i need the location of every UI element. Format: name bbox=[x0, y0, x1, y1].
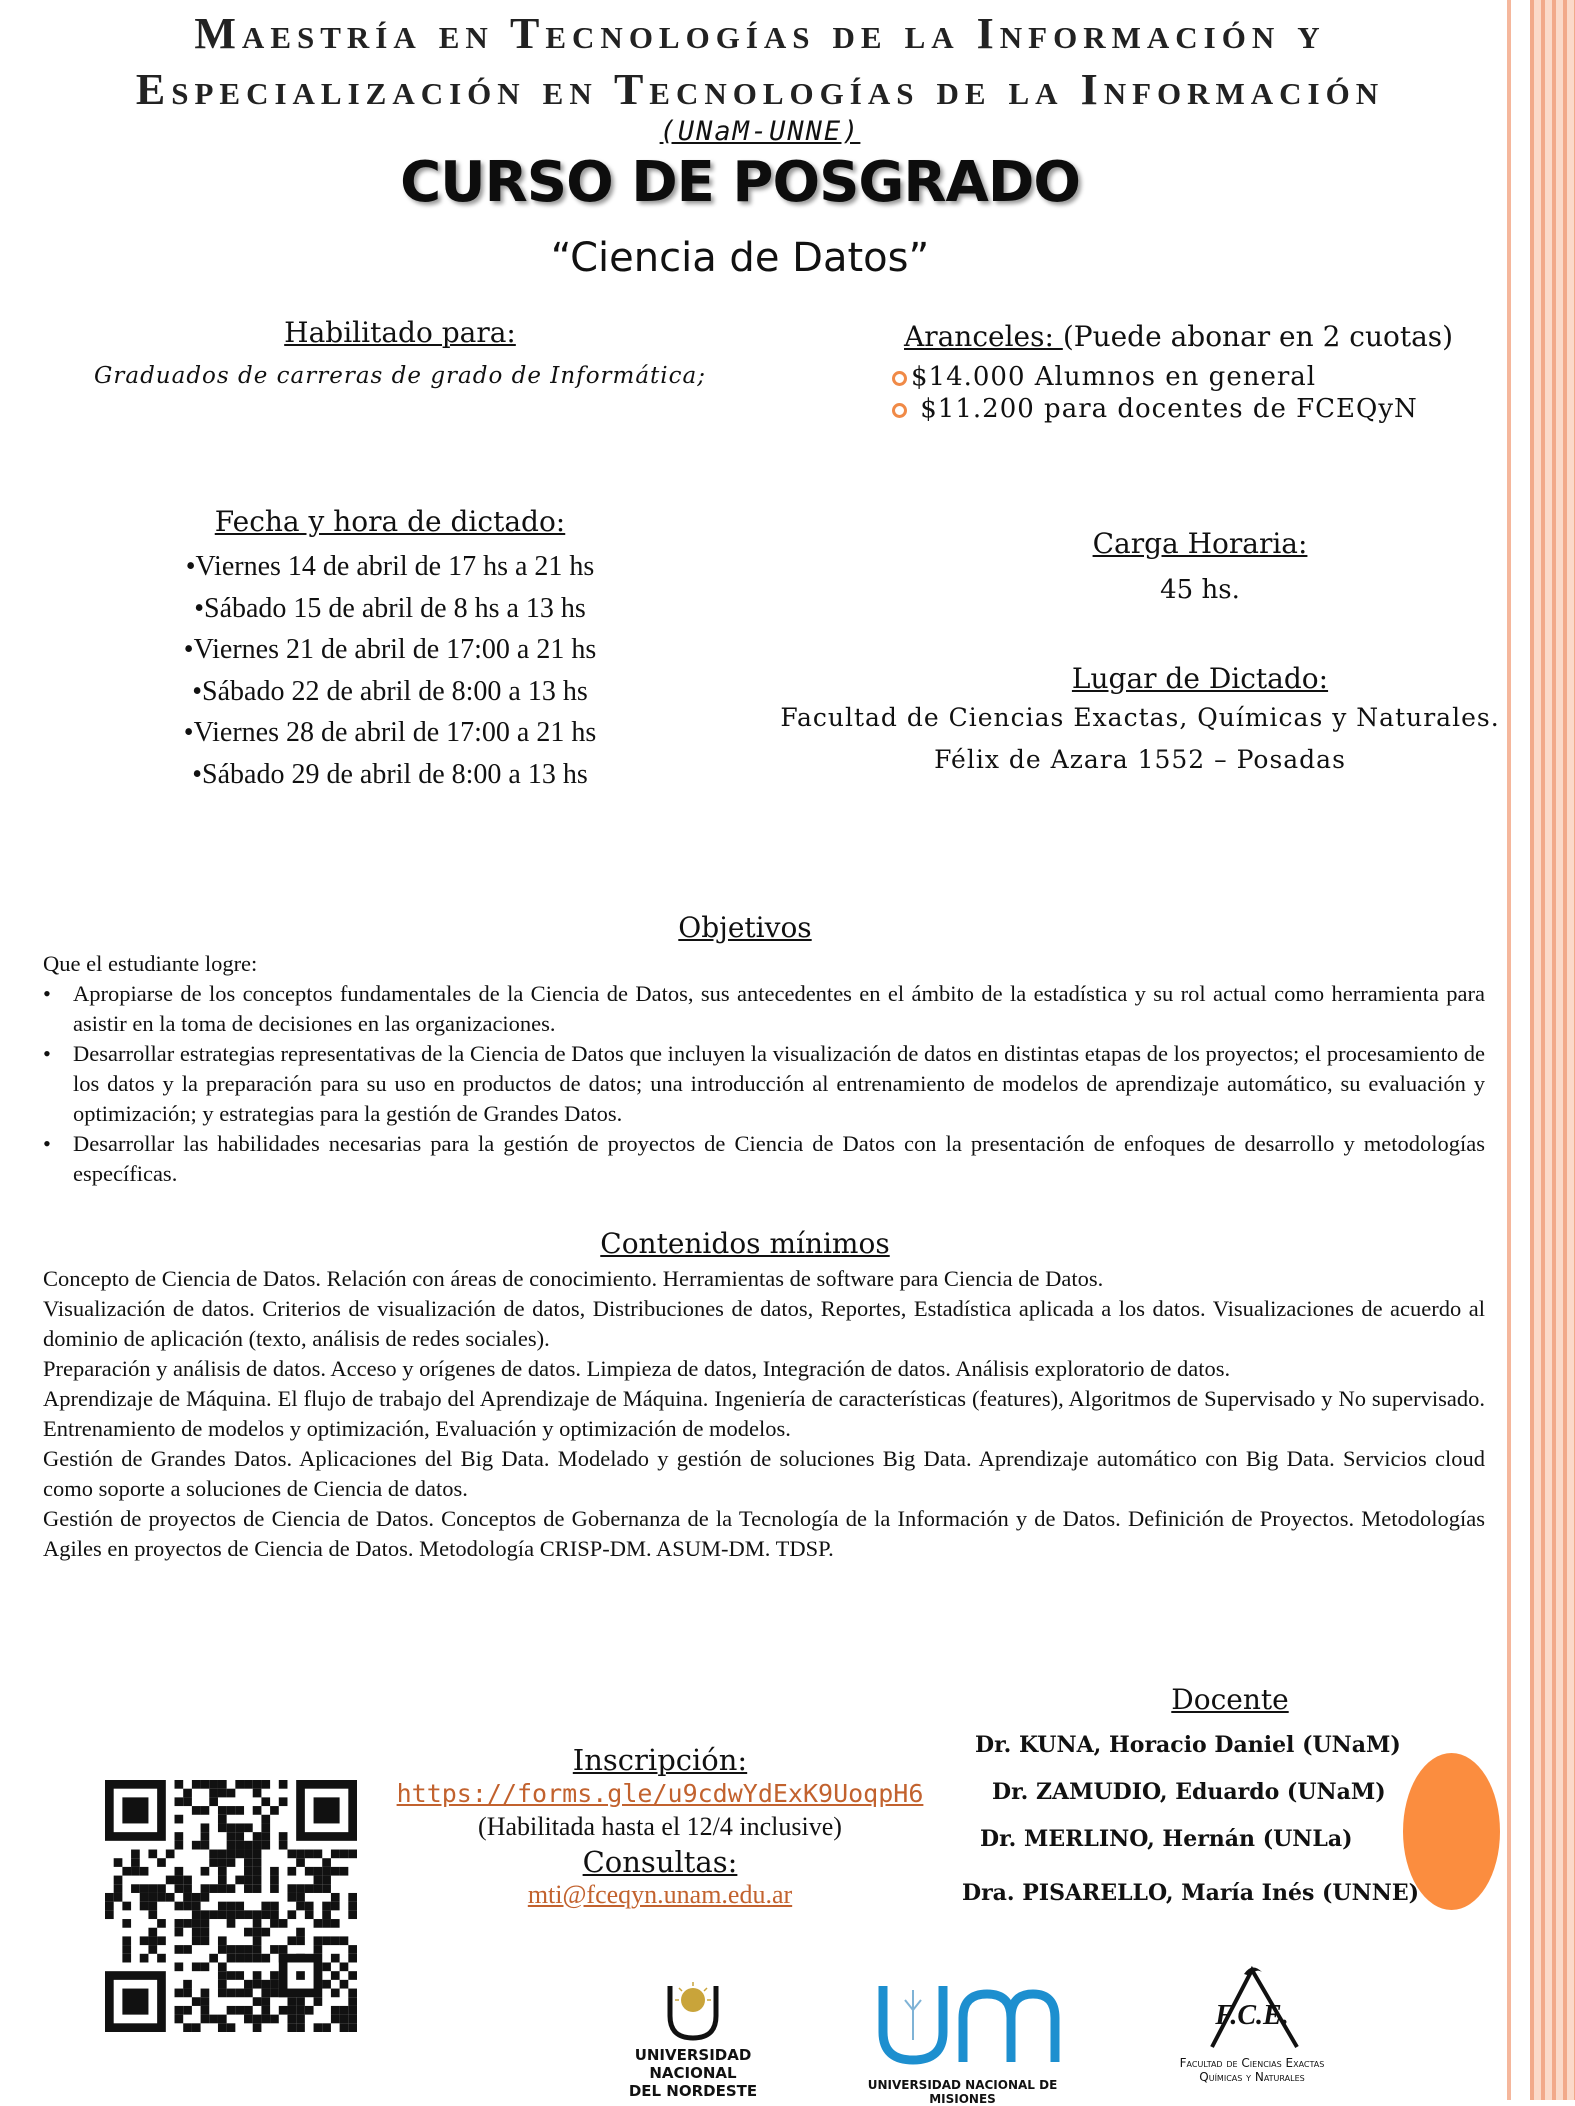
inscripcion-link[interactable]: https://forms.gle/u9cdwYdExK9UoqpH6 bbox=[396, 1779, 924, 1808]
inscripcion-note: (Habilitada hasta el 12/4 inclusive) bbox=[478, 1812, 842, 1841]
fecha-item: •Viernes 14 de abril de 17 hs a 21 hs bbox=[185, 551, 595, 582]
fecha-item: •Sábado 29 de abril de 8:00 a 13 hs bbox=[192, 758, 588, 790]
aranceles-note: (Puede abonar en 2 cuotas) bbox=[1062, 320, 1454, 353]
arancel-item: $11.200 para docentes de FCEQyN bbox=[892, 394, 1418, 424]
consultas-email-wrap bbox=[360, 1880, 960, 1910]
unam-logo bbox=[855, 1980, 1070, 2106]
objetivos-body bbox=[43, 949, 1485, 1189]
aranceles-heading: Aranceles: bbox=[904, 320, 1063, 353]
svg-text:F.C.E.: F.C.E. bbox=[1215, 2000, 1289, 2031]
fecha-item: •Viernes 21 de abril de 17:00 a 21 hs bbox=[183, 634, 597, 665]
unam-emblem-icon bbox=[855, 1980, 1070, 2070]
fechas-list bbox=[130, 546, 650, 795]
institutions: (UNaM-UNNE) bbox=[659, 116, 861, 147]
decorative-line bbox=[1507, 0, 1511, 2100]
course-type: CURSO DE POSGRADO bbox=[400, 150, 1080, 215]
course-name: “Ciencia de Datos” bbox=[550, 235, 930, 281]
objetivo-item: • Apropiarse de los conceptos fundamentales de la Ciencia de Datos, sus antecedentes en el ámbito de la estadística y su rol actual como herramienta para asistir en la toma de decisiones en las organizaciones. bbox=[43, 979, 1485, 1039]
habilitado-text: Graduados de carreras de grado de Informática; bbox=[94, 363, 706, 389]
docente-item: Dr. ZAMUDIO, Eduardo (UNaM) bbox=[992, 1779, 1386, 1805]
contenido-paragraph: Concepto de Ciencia de Datos. Relación con áreas de conocimiento. Herramientas de software para Ciencia de Datos. bbox=[43, 1266, 1104, 1291]
program-title-line2: Especialización en Tecnologías de la Información bbox=[135, 65, 1385, 114]
program-title-line1: Maestría en Tecnologías de la Información y bbox=[194, 9, 1326, 58]
docente-item: Dra. PISARELLO, María Inés (UNNE) bbox=[962, 1880, 1420, 1906]
contenido-paragraph: Aprendizaje de Máquina. El flujo de trabajo del Aprendizaje de Máquina. Ingeniería de características (features), Algoritmos de Supervisado y No supervisado. Entrenamiento de modelos y optimización, Evaluación y optimización de modelos. bbox=[43, 1386, 1485, 1441]
unne-emblem-icon bbox=[598, 1982, 788, 2042]
lugar-line2: Félix de Azara 1552 – Posadas bbox=[934, 745, 1346, 774]
consultas-heading: Consultas: bbox=[582, 1845, 738, 1879]
qr-code-icon[interactable] bbox=[105, 1780, 357, 2032]
fceqyn-name-line1: Facultad de Ciencias Exactas bbox=[1179, 2056, 1325, 2070]
objetivo-item: • Desarrollar estrategias representativas de la Ciencia de Datos que incluyen la visualización de datos en distintas etapas de los proyectos; el procesamiento de los datos y la preparación para su uso en productos de datos; una introducción al entrenamiento de modelos de aprendizaje automático, su evaluación y optimización; y estrategias para la gestión de Grandes Datos. bbox=[43, 1039, 1485, 1129]
objetivos-heading: Objetivos bbox=[678, 911, 812, 944]
contenidos-body bbox=[43, 1264, 1485, 1564]
contenido-paragraph: Gestión de Grandes Datos. Aplicaciones del Big Data. Modelado y gestión de soluciones Big Data. Aprendizaje automático con Big Data. Servicios cloud como soporte a soluciones de Ciencia de datos. bbox=[43, 1446, 1485, 1501]
arancel-item: $14.000 Alumnos en general bbox=[892, 362, 1316, 392]
carga-heading: Carga Horaria: bbox=[1092, 527, 1308, 560]
fechas-heading: Fecha y hora de dictado: bbox=[214, 505, 566, 538]
contenido-paragraph: Preparación y análisis de datos. Acceso y orígenes de datos. Limpieza de datos, Integración de datos. Análisis exploratorio de datos. bbox=[43, 1356, 1231, 1381]
contenido-paragraph: Gestión de proyectos de Ciencia de Datos. Conceptos de Gobernanza de la Tecnología de la Información y de Datos. Definición de Proyectos. Metodologías Agiles en proyectos de Ciencia de Datos. Metodología CRISP-DM. ASUM-DM. TDSP. bbox=[43, 1506, 1485, 1561]
objetivos-intro: Que el estudiante logre: bbox=[43, 951, 258, 976]
docente-heading: Docente bbox=[1171, 1683, 1289, 1716]
unne-name-line1: UNIVERSIDAD NACIONAL bbox=[634, 2046, 752, 2082]
unne-name-line2: DEL NORDESTE bbox=[628, 2082, 758, 2100]
lugar-heading: Lugar de Dictado: bbox=[1071, 662, 1329, 695]
consultas-email[interactable]: mti@fceqyn.unam.edu.ar bbox=[527, 1880, 793, 1909]
fecha-item: •Viernes 28 de abril de 17:00 a 21 hs bbox=[183, 717, 597, 748]
docente-item: Dr. MERLINO, Hernán (UNLa) bbox=[980, 1826, 1353, 1852]
habilitado-heading: Habilitado para: bbox=[284, 316, 516, 349]
inscripcion-link-wrap bbox=[360, 1779, 960, 1808]
fecha-item: •Sábado 22 de abril de 8:00 a 13 hs bbox=[192, 675, 588, 707]
unam-name: UNIVERSIDAD NACIONAL DE MISIONES bbox=[867, 2078, 1058, 2106]
inscripcion-heading: Inscripción: bbox=[572, 1743, 748, 1777]
decorative-oval bbox=[1403, 1753, 1500, 1910]
objetivo-item: • Desarrollar las habilidades necesarias para la gestión de proyectos de Ciencia de Datos con la presentación de enfoques de desarrollo y metodologías específicas. bbox=[43, 1129, 1485, 1189]
unne-logo bbox=[598, 1982, 788, 2100]
fecha-item: •Sábado 15 de abril de 8 hs a 13 hs bbox=[194, 592, 586, 624]
lugar-line1: Facultad de Ciencias Exactas, Químicas y Naturales. bbox=[780, 703, 1500, 732]
decorative-stripes bbox=[1530, 0, 1575, 2100]
contenidos-heading: Contenidos mínimos bbox=[600, 1227, 890, 1260]
bullet-icon bbox=[892, 371, 907, 386]
carga-value: 45 hs. bbox=[1160, 575, 1240, 605]
bullet-icon bbox=[892, 403, 907, 418]
fceqyn-emblem-icon bbox=[1152, 1962, 1352, 2052]
docente-item: Dr. KUNA, Horacio Daniel (UNaM) bbox=[975, 1732, 1401, 1758]
fceqyn-name-line2: Químicas y Naturales bbox=[1199, 2070, 1305, 2084]
contenido-paragraph: Visualización de datos. Criterios de visualización de datos, Distribuciones de datos, Reportes, Estadística aplicada a los datos. Visualizaciones de acuerdo al dominio de aplicación (texto, análisis de redes sociales). bbox=[43, 1296, 1485, 1351]
aranceles-block bbox=[904, 320, 1453, 353]
fceqyn-logo bbox=[1152, 1962, 1352, 2097]
